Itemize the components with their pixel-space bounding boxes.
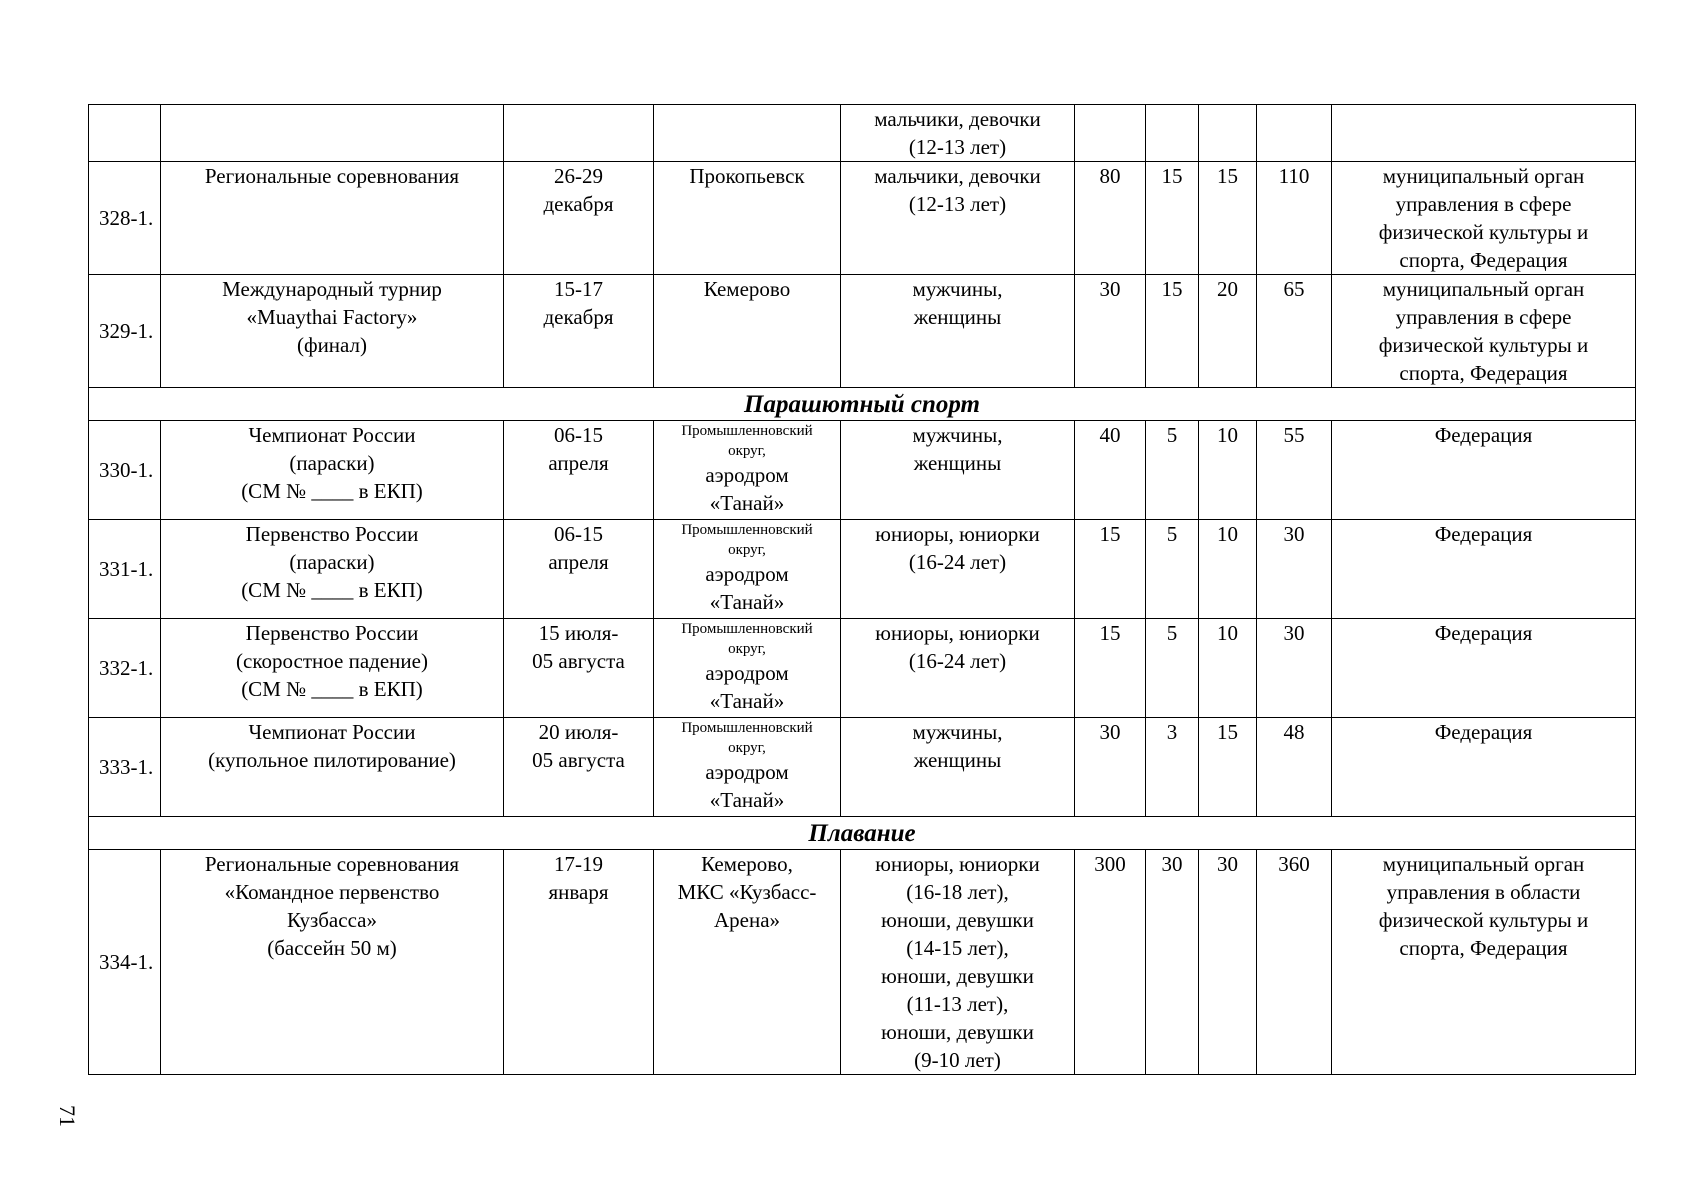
dates-line: января [548,880,609,904]
count-judges: 10 [1199,520,1257,619]
place-line: МКС «Кузбасс- [677,880,817,904]
participants-line: (12-13 лет) [908,192,1007,216]
event-title [161,275,504,388]
dates-line: апреля [548,451,609,475]
organizer-line: Федерация [1434,522,1533,546]
title-line: (СМ № ____ в ЕКП) [241,578,423,602]
event-title [161,162,504,275]
title-line: Чемпионат России [248,720,416,744]
count-participants: 300 [1075,850,1146,1075]
participants-line: юниоры, юниорки [875,852,1040,876]
title-line: Чемпионат России [248,423,416,447]
count-total: 30 [1257,619,1332,718]
place-line: аэродром [705,760,789,784]
dates-line: 26-29 [554,164,603,188]
event-title [161,105,504,162]
participants-line: (16-18 лет), [906,880,1009,904]
event-dates [504,718,654,817]
place-region-line: округ, [728,740,766,756]
participants-line: мужчины, [912,423,1003,447]
event-participants [841,619,1075,718]
event-row [89,105,1636,162]
dates-line: 20 июля- [538,720,619,744]
count-coaches: 15 [1146,275,1199,388]
event-place [654,619,841,718]
count-judges: 15 [1199,718,1257,817]
organizer-line: Федерация [1434,720,1533,744]
place-region-line: Промышленновский [681,522,813,538]
title-line: Региональные соревнования [204,164,460,188]
event-number: 333-1. [89,718,161,817]
participants-line: (16-24 лет) [908,550,1007,574]
title-line: (купольное пилотирование) [208,748,456,772]
count-participants [1075,105,1146,162]
count-participants: 15 [1075,619,1146,718]
organizer-line: физической культуры и [1378,333,1589,357]
event-title [161,718,504,817]
event-title [161,421,504,520]
count-total [1257,105,1332,162]
place-line: аэродром [705,463,789,487]
participants-line: юноши, девушки [881,908,1034,932]
event-row [89,275,1636,388]
event-dates [504,105,654,162]
event-title [161,619,504,718]
participants-line: юниоры, юниорки [875,522,1040,546]
place-line: «Танай» [709,491,785,515]
event-number: 329-1. [89,275,161,388]
event-title [161,850,504,1075]
dates-line: 17-19 [554,852,603,876]
event-row [89,162,1636,275]
title-line: (бассейн 50 м) [267,936,397,960]
event-place [654,162,841,275]
participants-line: женщины [913,305,1002,329]
count-judges: 15 [1199,162,1257,275]
count-judges: 10 [1199,619,1257,718]
place-region-line: округ, [728,641,766,657]
event-participants [841,520,1075,619]
event-place [654,718,841,817]
participants-line: (11-13 лет), [906,992,1009,1016]
event-number: 332-1. [89,619,161,718]
title-line: Первенство России [245,621,419,645]
schedule-table [88,104,1636,1075]
event-row [89,619,1636,718]
event-participants [841,421,1075,520]
event-place [654,421,841,520]
count-total: 360 [1257,850,1332,1075]
place-region-line: округ, [728,443,766,459]
participants-line: юноши, девушки [881,1020,1034,1044]
event-dates [504,162,654,275]
event-dates [504,850,654,1075]
event-organizer [1332,105,1636,162]
participants-line: (16-24 лет) [908,649,1007,673]
event-organizer [1332,421,1636,520]
count-coaches: 5 [1146,520,1199,619]
participants-line: женщины [913,748,1002,772]
event-dates [504,275,654,388]
event-participants [841,162,1075,275]
count-total: 110 [1257,162,1332,275]
count-total: 48 [1257,718,1332,817]
place-region-line: Промышленновский [681,720,813,736]
count-coaches [1146,105,1199,162]
organizer-line: управления в области [1386,880,1581,904]
dates-line: декабря [543,305,614,329]
organizer-line: Федерация [1434,423,1533,447]
title-line: «Muaythai Factory» [246,305,418,329]
count-coaches: 5 [1146,619,1199,718]
event-dates [504,421,654,520]
section-heading-row [89,388,1636,421]
place-line: Прокопьевск [689,164,805,188]
dates-line: декабря [543,192,614,216]
dates-line: 06-15 [554,522,603,546]
title-line: (СМ № ____ в ЕКП) [241,677,423,701]
title-line: «Командное первенство [224,880,440,904]
count-judges [1199,105,1257,162]
participants-line: мужчины, [912,277,1003,301]
place-line: Кемерово, [701,852,793,876]
count-total: 65 [1257,275,1332,388]
count-participants: 80 [1075,162,1146,275]
participants-line: (12-13 лет) [908,135,1007,159]
count-total: 55 [1257,421,1332,520]
place-region-line: Промышленновский [681,423,813,439]
count-participants: 40 [1075,421,1146,520]
title-line: (скоростное падение) [236,649,428,673]
event-organizer [1332,718,1636,817]
participants-line: юноши, девушки [881,964,1034,988]
event-participants [841,105,1075,162]
place-line: «Танай» [709,590,785,614]
title-line: Кузбасса» [287,908,377,932]
event-organizer [1332,619,1636,718]
dates-line: 15 июля- [538,621,619,645]
title-line: (СМ № ____ в ЕКП) [241,479,423,503]
title-line: (финал) [296,333,368,357]
event-place [654,275,841,388]
organizer-line: спорта, Федерация [1399,936,1568,960]
title-line: Региональные соревнования [204,852,460,876]
dates-line: апреля [548,550,609,574]
section-heading-row [89,817,1636,850]
place-region-line: округ, [728,542,766,558]
title-line: Первенство России [245,522,419,546]
place-line: Кемерово [703,277,791,301]
title-line: Международный турнир [222,277,442,301]
event-number: 334-1. [89,850,161,1075]
organizer-line: физической культуры и [1378,220,1589,244]
participants-line: мужчины, [912,720,1003,744]
count-coaches: 30 [1146,850,1199,1075]
event-number: 331-1. [89,520,161,619]
organizer-line: спорта, Федерация [1399,361,1568,385]
organizer-line: управления в сфере [1395,192,1572,216]
event-dates [504,619,654,718]
count-participants: 30 [1075,718,1146,817]
event-number: 330-1. [89,421,161,520]
dates-line: 05 августа [532,748,625,772]
place-line: «Танай» [709,788,785,812]
event-number: 328-1. [89,162,161,275]
dates-line: 15-17 [554,277,603,301]
organizer-line: спорта, Федерация [1399,248,1568,272]
count-coaches: 3 [1146,718,1199,817]
page-number: 71 [55,1105,80,1127]
participants-line: (14-15 лет), [906,936,1009,960]
count-judges: 10 [1199,421,1257,520]
place-line: аэродром [705,562,789,586]
event-place [654,850,841,1075]
place-line: «Танай» [709,689,785,713]
organizer-line: муниципальный орган [1382,852,1585,876]
section-heading: Парашютный спорт [89,388,1636,421]
participants-line: (9-10 лет) [914,1048,1001,1072]
event-participants [841,718,1075,817]
event-dates [504,520,654,619]
participants-line: мальчики, девочки [874,107,1041,131]
event-row [89,718,1636,817]
place-line: Арена» [713,908,781,932]
participants-line: женщины [913,451,1002,475]
title-line: (параски) [289,550,375,574]
count-total: 30 [1257,520,1332,619]
dates-line: 05 августа [532,649,625,673]
section-heading: Плавание [89,817,1636,850]
organizer-line: муниципальный орган [1382,277,1585,301]
event-participants [841,275,1075,388]
place-line: аэродром [705,661,789,685]
event-organizer [1332,275,1636,388]
event-title [161,520,504,619]
event-row [89,421,1636,520]
event-organizer [1332,520,1636,619]
event-organizer [1332,850,1636,1075]
event-organizer [1332,162,1636,275]
event-row [89,850,1636,1075]
title-line: (параски) [289,451,375,475]
count-judges: 30 [1199,850,1257,1075]
event-place [654,520,841,619]
event-number [89,105,161,162]
event-row [89,520,1636,619]
organizer-line: муниципальный орган [1382,164,1585,188]
organizer-line: управления в сфере [1395,305,1572,329]
participants-line: мальчики, девочки [874,164,1041,188]
dates-line: 06-15 [554,423,603,447]
count-participants: 30 [1075,275,1146,388]
organizer-line: физической культуры и [1378,908,1589,932]
participants-line: юниоры, юниорки [875,621,1040,645]
event-place [654,105,841,162]
count-judges: 20 [1199,275,1257,388]
organizer-line: Федерация [1434,621,1533,645]
count-participants: 15 [1075,520,1146,619]
count-coaches: 15 [1146,162,1199,275]
event-participants [841,850,1075,1075]
count-coaches: 5 [1146,421,1199,520]
place-region-line: Промышленновский [681,621,813,637]
